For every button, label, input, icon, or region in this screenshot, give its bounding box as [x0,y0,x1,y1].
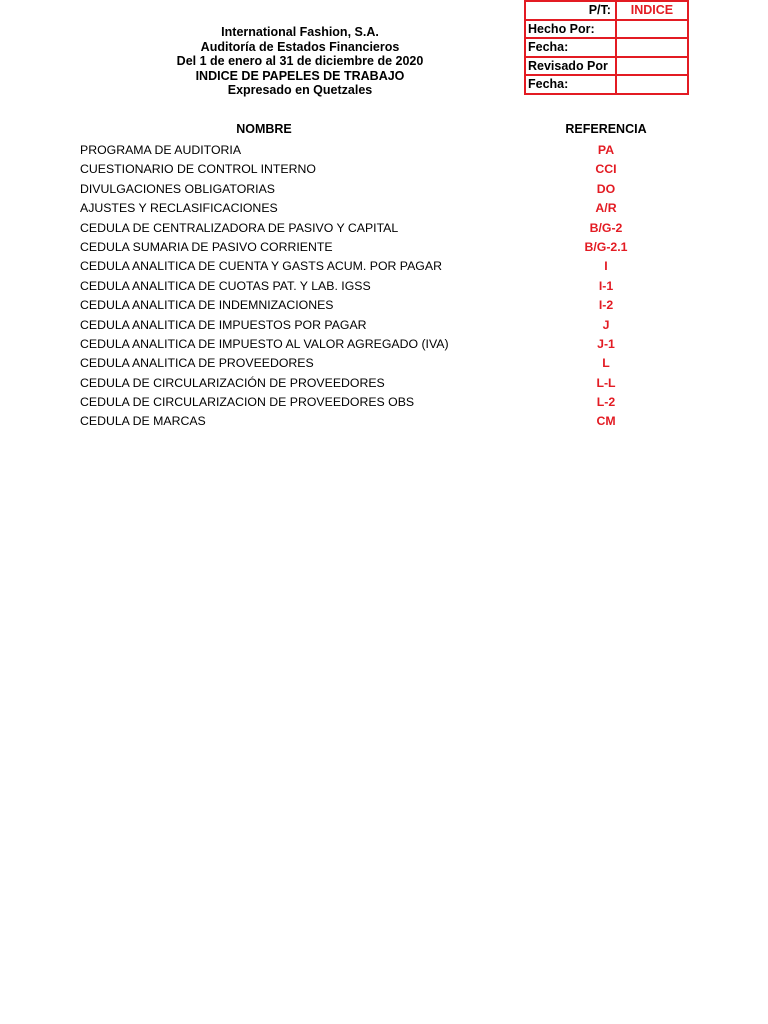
made-by-row [525,20,688,39]
index-row [80,160,680,179]
index-row-name: CEDULA ANALITICA DE CUENTA Y GASTS ACUM. POR PAGAR [80,259,442,274]
index-row-reference: CCI [595,162,617,177]
index-row-name: CUESTIONARIO DE CONTROL INTERNO [80,162,316,177]
date2-row [525,75,688,94]
index-row-name: CEDULA ANALITICA DE PROVEEDORES [80,356,314,371]
document-header [150,25,450,98]
index-row-reference: B/G-2.1 [584,239,628,254]
index-row-reference: L [602,356,610,371]
index-row-reference: CM [596,414,616,429]
column-header-reference: REFERENCIA [565,122,647,136]
audit-period: Del 1 de enero al 31 de diciembre de 2020 [176,54,424,68]
currency-note: Expresado en Quetzales [227,83,373,97]
made-by-label: Hecho Por: [525,20,616,39]
date2-value[interactable] [616,75,688,94]
index-row [80,296,680,315]
date2-label: Fecha: [525,75,616,94]
index-row-name: PROGRAMA DE AUDITORIA [80,143,242,157]
reviewed-by-label: Revisado Por [525,57,616,76]
index-row-reference: PA [597,143,615,157]
index-row-name: CEDULA ANALITICA DE IMPUESTOS POR PAGAR [80,317,367,332]
index-row-name: CEDULA DE MARCAS [80,414,206,429]
index-row-name: CEDULA ANALITICA DE CUOTAS PAT. Y LAB. IGSS [80,278,371,293]
date1-row [525,38,688,57]
date1-value[interactable] [616,38,688,57]
index-row-reference: I-2 [598,298,614,313]
index-row-reference: DO [596,181,616,196]
index-row-reference: I [604,259,608,274]
column-header-name: NOMBRE [236,122,292,136]
index-row-reference: J [602,317,610,332]
index-row-reference: L-L [596,375,616,390]
date1-label: Fecha: [525,38,616,57]
index-row [80,393,680,412]
index-row [80,199,680,218]
pt-row [525,1,688,20]
index-row-name: DIVULGACIONES OBLIGATORIAS [80,181,275,196]
index-row [80,219,680,238]
index-row [80,238,680,257]
pt-label: P/T: [525,1,616,20]
index-row-name: CEDULA DE CENTRALIZADORA DE PASIVO Y CAPITAL [80,220,399,235]
reviewed-by-row [525,57,688,76]
index-row-reference: B/G-2 [589,220,623,235]
index-row [80,141,680,160]
index-row-name: CEDULA SUMARIA DE PASIVO CORRIENTE [80,239,333,254]
company-name: International Fashion, S.A. [221,25,379,39]
index-row-name: CEDULA DE CIRCULARIZACION DE PROVEEDORES OBS [80,395,415,410]
index-row-name: CEDULA DE CIRCULARIZACIÓN DE PROVEEDORES [80,375,385,390]
document-subtitle: Auditoría de Estados Financieros [200,39,400,54]
index-row [80,180,680,199]
index-row [80,277,680,296]
index-row [80,412,680,431]
index-row-reference: L-2 [596,395,616,410]
index-row [80,316,680,335]
index-row-reference: I-1 [598,278,614,293]
document-title: INDICE DE PAPELES DE TRABAJO [195,68,405,83]
index-row-reference: J-1 [597,336,615,351]
made-by-value[interactable] [616,20,688,39]
index-list [80,141,680,432]
index-row [80,354,680,373]
index-row-name: CEDULA ANALITICA DE IMPUESTO AL VALOR AGREGADO (IVA) [80,336,449,351]
reviewed-by-value[interactable] [616,57,688,76]
pt-reference-box [524,0,689,95]
index-row [80,335,680,354]
pt-value: INDICE [616,1,688,20]
index-row [80,257,680,276]
index-row-name: CEDULA ANALITICA DE INDEMNIZACIONES [80,298,334,313]
index-row [80,374,680,393]
index-row-reference: A/R [595,201,617,216]
index-row-name: AJUSTES Y RECLASIFICACIONES [80,201,278,216]
